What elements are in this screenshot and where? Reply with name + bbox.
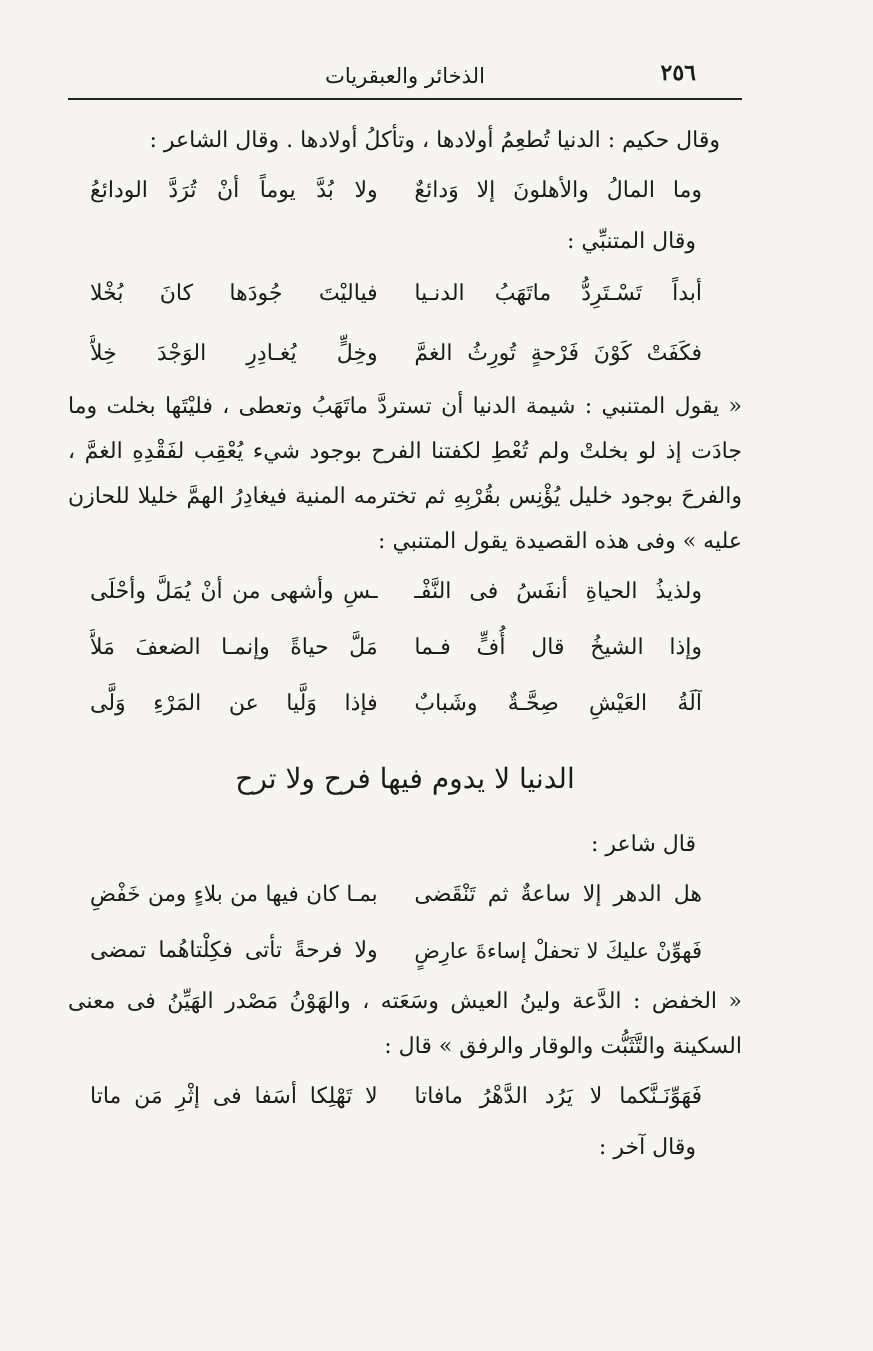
verse <box>68 564 742 620</box>
verse-first-hemistich: فَهَوِّنَـنَّكما لا يَرُد الدَّهْرُ مافاتا <box>414 1084 702 1109</box>
verse <box>68 923 742 979</box>
verse-second-hemistich: ولا فرحةً تأتى فكِلْتاهُما تمضى <box>90 938 378 963</box>
commentary-line: جادَت إذ لو بخلتْ ولم تُعْطِ لكفتنا الفرح بوجود شيء يُعْقِب لفَقْدِهِ الغمَّ ، <box>68 439 742 464</box>
page-header <box>68 54 742 100</box>
verse-second-hemistich: وخِلٍّ يُغـادِرِ الوَجْدَ خِلاَّ <box>90 341 378 366</box>
verse <box>68 1069 742 1125</box>
verse <box>68 620 742 676</box>
verse-second-hemistich: بمـا كان فيها من بلاءٍ ومن خَفْضِ <box>90 882 378 907</box>
commentary-line: عليه » وفى هذه القصيدة يقول المتنبي : <box>378 529 742 554</box>
verse-first-hemistich: أبداً تَسْـتَرِدُّ ماتَهَبُ الدنـيا <box>414 281 702 306</box>
prose-line: وقال حكيم : الدنيا تُطعِمُ أولادها ، وتأكلُ أولادها . وقال الشاعر : <box>149 128 720 153</box>
verse-first-hemistich: وما المالُ والأهلونَ إلا وَدائعٌ <box>414 178 702 203</box>
verse-first-hemistich: وإذا الشيخُ قال أُفٍّ فـما <box>414 635 702 660</box>
verse-first-hemistich: هل الدهر إلا ساعةٌ ثم تَنْقَضى <box>414 882 702 907</box>
verse-first-hemistich: فكَفَتْ كَوْنَ فَرْحةٍ تُورِثُ الغمَّ <box>414 341 702 366</box>
verse <box>68 324 742 384</box>
prose-line: قال شاعر : <box>590 832 696 857</box>
commentary-line: « الخفض : الدَّعة ولينُ العيش وسَعَته ، والهَوْنُ مَصْدر الهَيِّنُ فى معنى <box>68 989 742 1014</box>
prose-line: وقال المتنبِّي : <box>566 229 696 254</box>
page-body <box>68 100 742 1170</box>
prose-line: وقال آخر : <box>598 1135 696 1160</box>
running-title: الذخائر والعبقريات <box>325 64 485 88</box>
verse-second-hemistich: ولا بُدَّ يوماً أنْ تُرَدَّ الودائعُ <box>90 178 378 203</box>
verse-second-hemistich: فإذا وَلَّيا عن المَرْءِ وَلَّى <box>90 691 378 716</box>
verse <box>68 163 742 219</box>
commentary-line: السكينة والتَّثَبُّت والوقار والرفق » قال : <box>384 1034 742 1059</box>
verse-second-hemistich: لا تَهْلِكا أسَفا فى إثْرِ مَن ماتا <box>90 1084 378 1109</box>
verse-second-hemistich: مَلَّ حياةً وإنمـا الضعفَ مَلاَّ <box>90 635 378 660</box>
page-number: ٢٥٦ <box>660 60 696 86</box>
commentary-line: والفرحَ بوجود خليل يُؤْنِس بقُرْبِهِ ثم تخترمه المنية فيغادِرُ الهمَّ خليلا للحازن <box>68 484 742 509</box>
verse-second-hemistich: فياليْتَ جُودَها كانَ بُخْلا <box>90 281 378 306</box>
verse <box>68 264 742 324</box>
book-page <box>68 54 742 1264</box>
verse-first-hemistich: فَهوِّنْ عليكَ لا تحفلْ إساءةَ عارِضٍ <box>414 939 702 963</box>
commentary-line: « يقول المتنبي : شيمة الدنيا أن تستردَّ ماتَهَبُ وتعطى ، فليْتَها بخلت وما <box>68 394 742 419</box>
verse-first-hemistich: آلَةُ العَيْشِ صِحَّـةٌ وشَبابٌ <box>414 691 702 716</box>
verse <box>68 676 742 732</box>
section-title: الدنيا لا يدوم فيها فرح ولا ترح <box>235 762 575 795</box>
verse-second-hemistich: ـسِ وأشهى من أنْ يُمَلَّ وأحْلَى <box>90 579 378 604</box>
verse <box>68 867 742 923</box>
verse-first-hemistich: ولذيذُ الحياةِ أنفَسُ فى النَّفْـ <box>414 579 702 604</box>
